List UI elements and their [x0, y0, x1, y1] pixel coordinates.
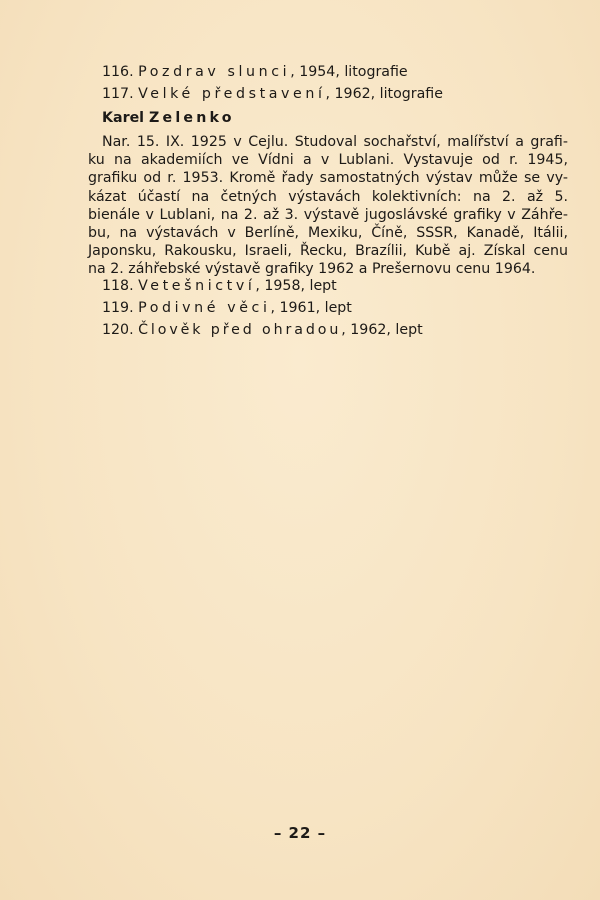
bio-line: ku na akademiích ve Vídni a v Lublani. Vystavuje od r. 1945, — [88, 152, 568, 169]
entry-details: , 1954, litografie — [290, 64, 408, 80]
entry-119 — [102, 299, 352, 317]
bio-line: bu, na výstavách v Berlíně, Mexiku, Číně, SSSR, Kanadě, Itálii, — [88, 224, 568, 241]
bio-line: na 2. záhřebské výstavě grafiky 1962 a Prešernovu cenu 1964. — [88, 261, 536, 278]
entry-number: 117. — [102, 86, 134, 102]
bio-line: Japonsku, Rakousku, Israeli, Řecku, Brazílii, Kubě aj. Získal cenu — [88, 243, 568, 260]
artist-heading — [102, 110, 235, 126]
entry-details: , 1958, lept — [255, 278, 337, 294]
artist-biography — [88, 133, 568, 279]
entry-number: 116. — [102, 64, 134, 80]
entry-details: , 1961, lept — [270, 300, 352, 316]
entry-120 — [102, 321, 423, 339]
bio-line: grafiku od r. 1953. Kromě řady samostatných výstav může se vy- — [88, 170, 568, 187]
bio-line: bienále v Lublani, na 2. až 3. výstavě jugoslávské grafiky v Záhře- — [88, 206, 568, 223]
entry-number: 119. — [102, 300, 134, 316]
entry-details: , 1962, litografie — [325, 86, 443, 102]
entry-117 — [102, 85, 443, 103]
entry-title: Velké představení — [138, 86, 326, 102]
entry-title: Člověk před ohradou — [138, 322, 342, 338]
entry-title: Podivné věci — [138, 300, 271, 316]
entry-title: Vetešnictví — [138, 278, 256, 294]
entry-title: Pozdrav slunci — [138, 64, 291, 80]
entry-116 — [102, 63, 408, 81]
entry-number: 120. — [102, 322, 134, 338]
bio-line: kázat účastí na četných výstavách kolektivních: na 2. až 5. — [88, 188, 568, 205]
entry-details: , 1962, lept — [341, 322, 423, 338]
entry-118 — [102, 277, 337, 295]
artist-surname: Zelenko — [149, 110, 235, 126]
artist-first-name: Karel — [102, 110, 145, 126]
bio-line: Nar. 15. IX. 1925 v Cejlu. Studoval sochařství, malířství a grafi- — [102, 134, 568, 150]
page-number: – 22 – — [273, 824, 327, 842]
entry-number: 118. — [102, 278, 134, 294]
